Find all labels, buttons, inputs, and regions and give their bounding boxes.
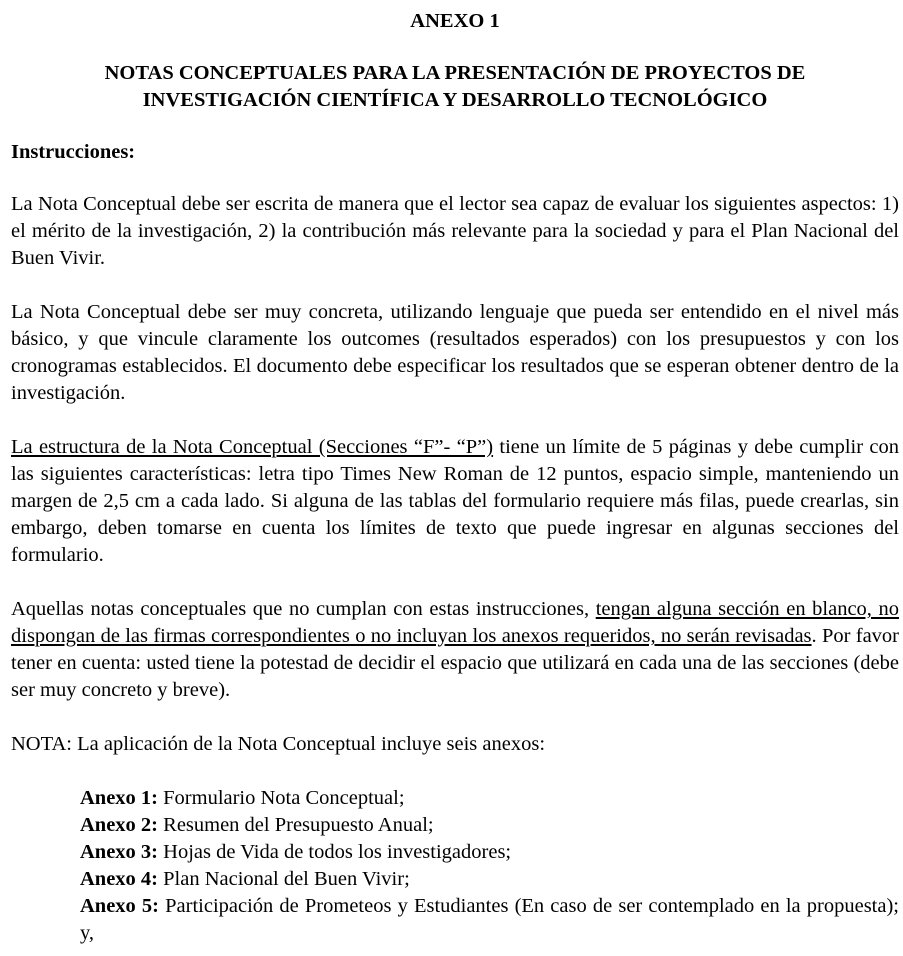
document-page	[11, 8, 899, 947]
instructions-heading: Instrucciones:	[11, 141, 136, 163]
document-title-line-1: NOTAS CONCEPTUALES PARA LA PRESENTACIÓN DE PROYECTOS DE	[104, 62, 806, 84]
document-title	[11, 60, 899, 114]
annexes-note: NOTA: La aplicación de la Nota Conceptual incluye seis anexos:	[11, 733, 546, 755]
annex-item	[80, 893, 899, 947]
structure-underlined-text: La estructura de la Nota Conceptual (Secciones “F”- “P”)	[11, 436, 494, 458]
paragraph-structure	[11, 434, 899, 569]
annex-item	[80, 785, 899, 812]
annex-item-text: Participación de Prometeos y Estudiantes (En caso de ser contemplado en la propuesta); y,	[80, 895, 899, 944]
structure-rest-text: tiene un límite de 5 páginas y debe cumplir con las siguientes características: letra tipo Times New Roman de 12 puntos, espacio simple, manteniendo un margen de 2,5 cm a cada lado. Si alguna de las tablas del formulario requiere más filas, puede crearlas, sin embargo, deben tomarse en cuenta los límites de texto que puede ingresar en algunas secciones del formulario.	[11, 436, 899, 566]
paragraph-rejection-conditions	[11, 596, 899, 704]
annex-item	[80, 866, 899, 893]
annex-title: ANEXO 1	[410, 10, 500, 32]
annex-list	[11, 785, 899, 947]
rejection-underlined-text: tengan alguna sección en blanco, no dispongan de las firmas correspondientes o no incluyan los anexos requeridos, no serán revisadas	[11, 598, 900, 647]
annex-item-text: Plan Nacional del Buen Vivir;	[158, 868, 410, 890]
annex-item-label: Anexo 4:	[80, 868, 159, 890]
paragraph-concreteness: La Nota Conceptual debe ser muy concreta, utilizando lenguaje que pueda ser entendido en el nivel más básico, y que vincule claramente los outcomes (resultados esperados) con los presupuestos y con los cronogramas establecidos. El documento debe especificar los resultados que se esperan obtener dentro de la investigación.	[11, 301, 899, 404]
document-title-line-2: INVESTIGACIÓN CIENTÍFICA Y DESARROLLO TECNOLÓGICO	[142, 89, 768, 111]
paragraph-evaluation-aspects: La Nota Conceptual debe ser escrita de manera que el lector sea capaz de evaluar los siguientes aspectos: 1) el mérito de la investigación, 2) la contribución más relevante para la sociedad y para el Plan Nacional del Buen Vivir.	[11, 193, 899, 269]
annex-item-label: Anexo 1:	[80, 787, 159, 809]
annex-item-label: Anexo 2:	[80, 814, 159, 836]
annex-item	[80, 839, 899, 866]
annex-item-text: Hojas de Vida de todos los investigadores;	[158, 841, 512, 863]
rejection-end-text: . Por favor tener en cuenta: usted tiene la potestad de decidir el espacio que utilizará en cada una de las secciones (debe ser muy concreto y breve).	[11, 625, 900, 701]
annex-item-label: Anexo 5:	[80, 895, 160, 917]
annex-item-text: Formulario Nota Conceptual;	[158, 787, 405, 809]
rejection-start-text: Aquellas notas conceptuales que no cumplan con estas instrucciones,	[11, 598, 596, 620]
annex-item-label: Anexo 3:	[80, 841, 159, 863]
annex-item	[80, 812, 899, 839]
annex-item-text: Resumen del Presupuesto Anual;	[158, 814, 434, 836]
